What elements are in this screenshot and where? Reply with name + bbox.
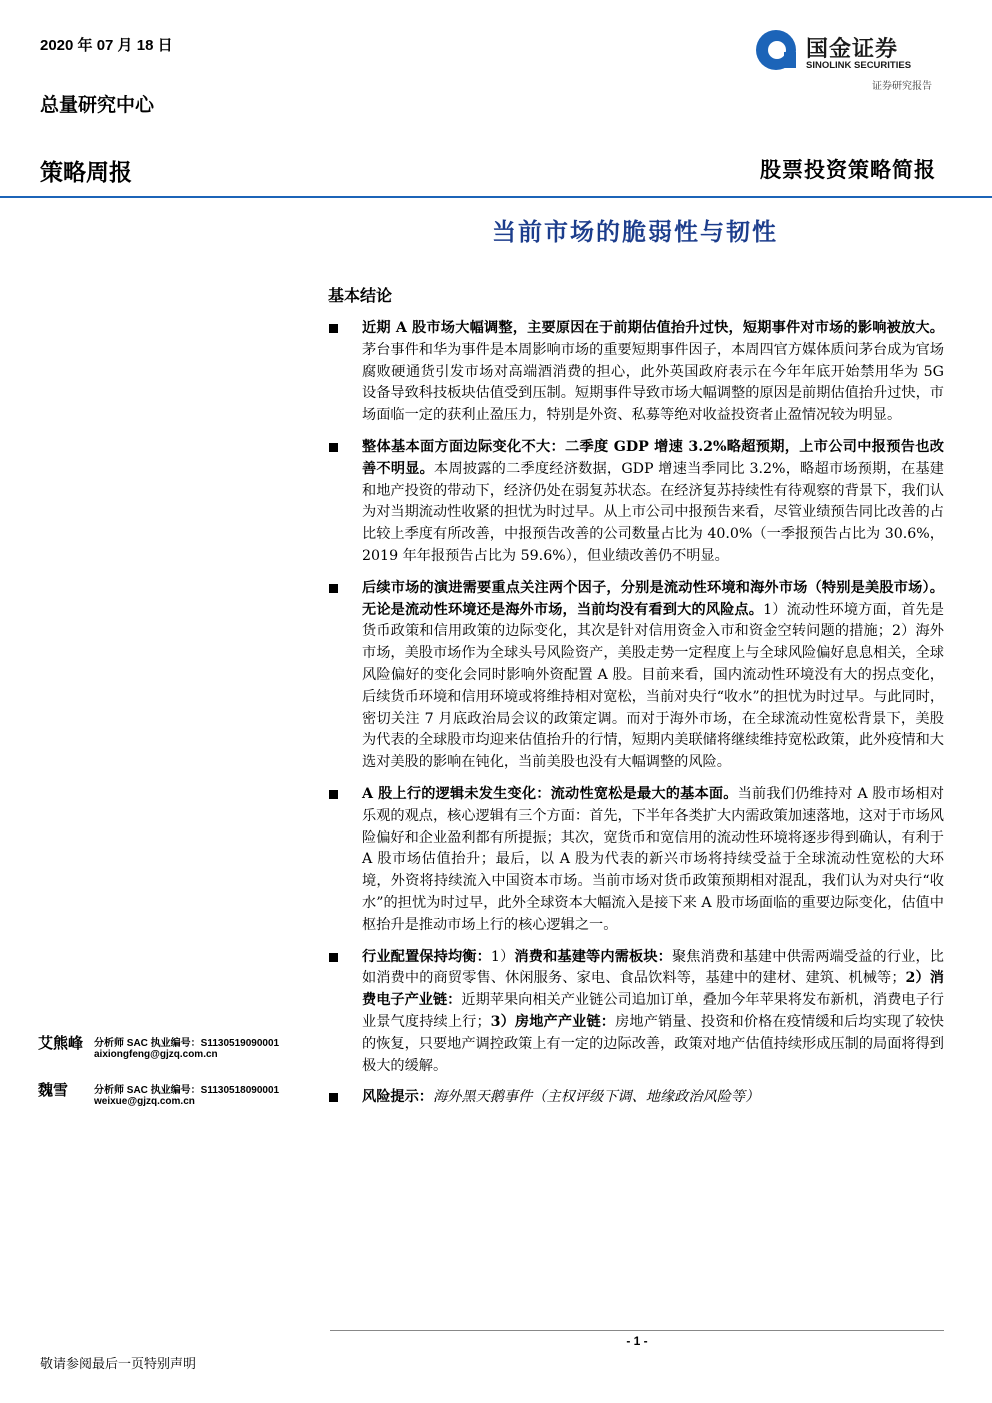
industry-allocation-text: 近期苹果向相关产业链公司追加订单，叠加今年苹果将发布新机，消费电子行业景气度持续上行； (362, 992, 944, 1030)
header-divider (0, 196, 992, 198)
conclusion-lead: 近期 A 股市场大幅调整，主要原因在于前期估值抬升过快，短期事件对市场的影响被放大。 (362, 320, 944, 336)
conclusion-item (328, 578, 944, 774)
footer-divider (330, 1330, 944, 1331)
industry-allocation-text: 房地产销量、投资和价格在疫情缓和后均实现了较快的恢复，只要地产调控政策上有一定的边际改善，政策对地产估值持续形成压制的局面将得到极大的缓解。 (362, 1013, 944, 1074)
conclusion-body: 当前我们仍维持对 A 股市场相对乐观的观点，核心逻辑有三个方面：首先，下半年各类扩大内需政策加速落地，这对于市场风险偏好和企业盈利都有所提振；其次，宽货币和宽信用的流动性环境将逐步得到确认，有利于 A 股市场估值抬升；最后，以 A 股为代表的新兴市场将持续受益于全球流动性宽松的大环境，外资将持续流入中国资本市场。当前市场对货币政策预期相对混乱，我们认为对央行“收水”的担忧为时过早，此外全球资本大幅流入是接下来 A 股市场面临的重要边际变化，估值中枢抬升是推动市场上行的核心逻辑之一。 (362, 785, 944, 933)
conclusion-item (328, 437, 944, 568)
disclaimer-note: 敬请参阅最后一页特别声明 (40, 1357, 197, 1372)
bullet-square-icon (329, 584, 338, 593)
section-heading: 基本结论 (328, 286, 393, 305)
report-date: 2020 年 07 月 18 日 (40, 37, 173, 54)
report-title: 当前市场的脆弱性与韧性 (492, 217, 778, 246)
industry-allocation-sublead: 消费和基建等内需板块： (514, 948, 672, 965)
risk-warning (328, 1087, 944, 1109)
analyst-sac-number: 分析师 SAC 执业编号：S1130518090001 (94, 1085, 280, 1096)
conclusion-list (328, 318, 944, 1119)
conclusion-body: 本周披露的二季度经济数据，GDP 增速当季同比 3.2%，略超市场预期，在基建和地产投资的带动下，经济仍处在弱复苏状态。在经济复苏持续性有待观察的背景下，我们认为对当期流动性收紧的担忧为时过早。从上市公司中报预告来看，尽管业绩预告同比改善的占比较上季度有所改善，中报预告改善的公司数量占比为 40.0%（一季报预告占比为 30.6%，2019 年年报预告占比为 59.6%），但业绩改善仍不明显。 (362, 460, 944, 564)
conclusion-body: 1）流动性环境方面，首先是货币政策和信用政策的边际变化，其次是针对信用资金入市和资金空转问题的措施；2）海外市场，美股市场作为全球头号风险资产，美股走势一定程度上与全球风险偏好息息相关，全球风险偏好的变化会同时影响外资配置 A 股。目前来看，国内流动性环境没有大的拐点变化，后续货币环境和信用环境或将维持相对宽松，当前对央行“收水”的担忧为时过早。与此同时，密切关注 7 月底政治局会议的政策定调。而对于海外市场，在全球流动性宽松背景下，美股为代表的全球股市均迎来估值抬升的行情，短期内美联储将继续维持宽松政策，此外疫情和大选对美股的影响在钝化，当前美股也没有大幅调整的风险。 (362, 601, 945, 771)
industry-allocation-lead: 行业配置保持均衡： (362, 948, 491, 965)
logo-subtitle: 证券研究报告 (872, 81, 932, 92)
report-category: 股票投资策略简报 (760, 158, 936, 182)
conclusion-lead: 整体基本面方面边际变化不大：二季度 GDP 增速 3.2%略超预期，上市公司中报预告也改善不明显。 (362, 438, 944, 477)
conclusion-item (328, 318, 944, 427)
conclusion-item (328, 947, 944, 1078)
industry-allocation-text: 1） (490, 948, 515, 965)
logo-name-cn: 国金证券 (806, 37, 899, 62)
bullet-square-icon (329, 1093, 338, 1102)
industry-allocation-sublead: 3）房地产产业链： (490, 1013, 616, 1030)
analyst-sac-number: 分析师 SAC 执业编号：S1130519090001 (94, 1038, 280, 1049)
bullet-square-icon (329, 953, 338, 962)
department-name: 总量研究中心 (40, 94, 155, 116)
logo-mark-icon (756, 30, 796, 70)
risk-warning-label: 风险提示： (362, 1089, 433, 1106)
report-type: 策略周报 (40, 160, 132, 186)
analyst-name: 艾熊峰 (38, 1034, 84, 1052)
analyst-email[interactable]: weixue@gjzq.com.cn (94, 1096, 195, 1107)
bullet-square-icon (329, 790, 338, 799)
industry-allocation-sublead: 2）消费电子产业链： (362, 970, 944, 1009)
company-logo (756, 30, 952, 100)
analyst-name: 魏雪 (38, 1081, 69, 1099)
analyst-card (38, 1032, 308, 1066)
analyst-email[interactable]: aixiongfeng@gjzq.com.cn (94, 1049, 218, 1060)
conclusion-lead: 后续市场的演进需要重点关注两个因子，分别是流动性环境和海外市场（特别是美股市场）。无论是流动性环境还是海外市场，当前均没有看到大的风险点。 (362, 579, 944, 618)
industry-allocation-text: 聚焦消费和基建中供需两端受益的行业，比如消费中的商贸零售、休闲服务、家电、食品饮料等，基建中的建材、建筑、机械等； (362, 948, 944, 987)
bullet-square-icon (329, 443, 338, 452)
risk-warning-text: 海外黑天鹅事件（主权评级下调、地缘政治风险等） (432, 1089, 760, 1106)
conclusion-body: 茅台事件和华为事件是本周影响市场的重要短期事件因子，本周四官方媒体质问茅台成为官场腐败硬通货引发市场对高端酒消费的担心，此外英国政府表示在今年年底开始禁用华为 5G 设备导致科技板块估值受到压制。短期事件导致市场大幅调整的原因是前期估值抬升过快，市场面临一定的获利止盈压力，特别是外资、私募等绝对收益投资者止盈情况较为明显。 (362, 341, 944, 424)
page-number: - 1 - (626, 1334, 648, 1348)
logo-name-en: SINOLINK SECURITIES (806, 60, 912, 71)
analyst-card (38, 1079, 308, 1113)
conclusion-item (328, 784, 944, 937)
bullet-square-icon (329, 324, 338, 333)
conclusion-lead: A 股上行的逻辑未发生变化：流动性宽松是最大的基本面。 (362, 785, 738, 802)
